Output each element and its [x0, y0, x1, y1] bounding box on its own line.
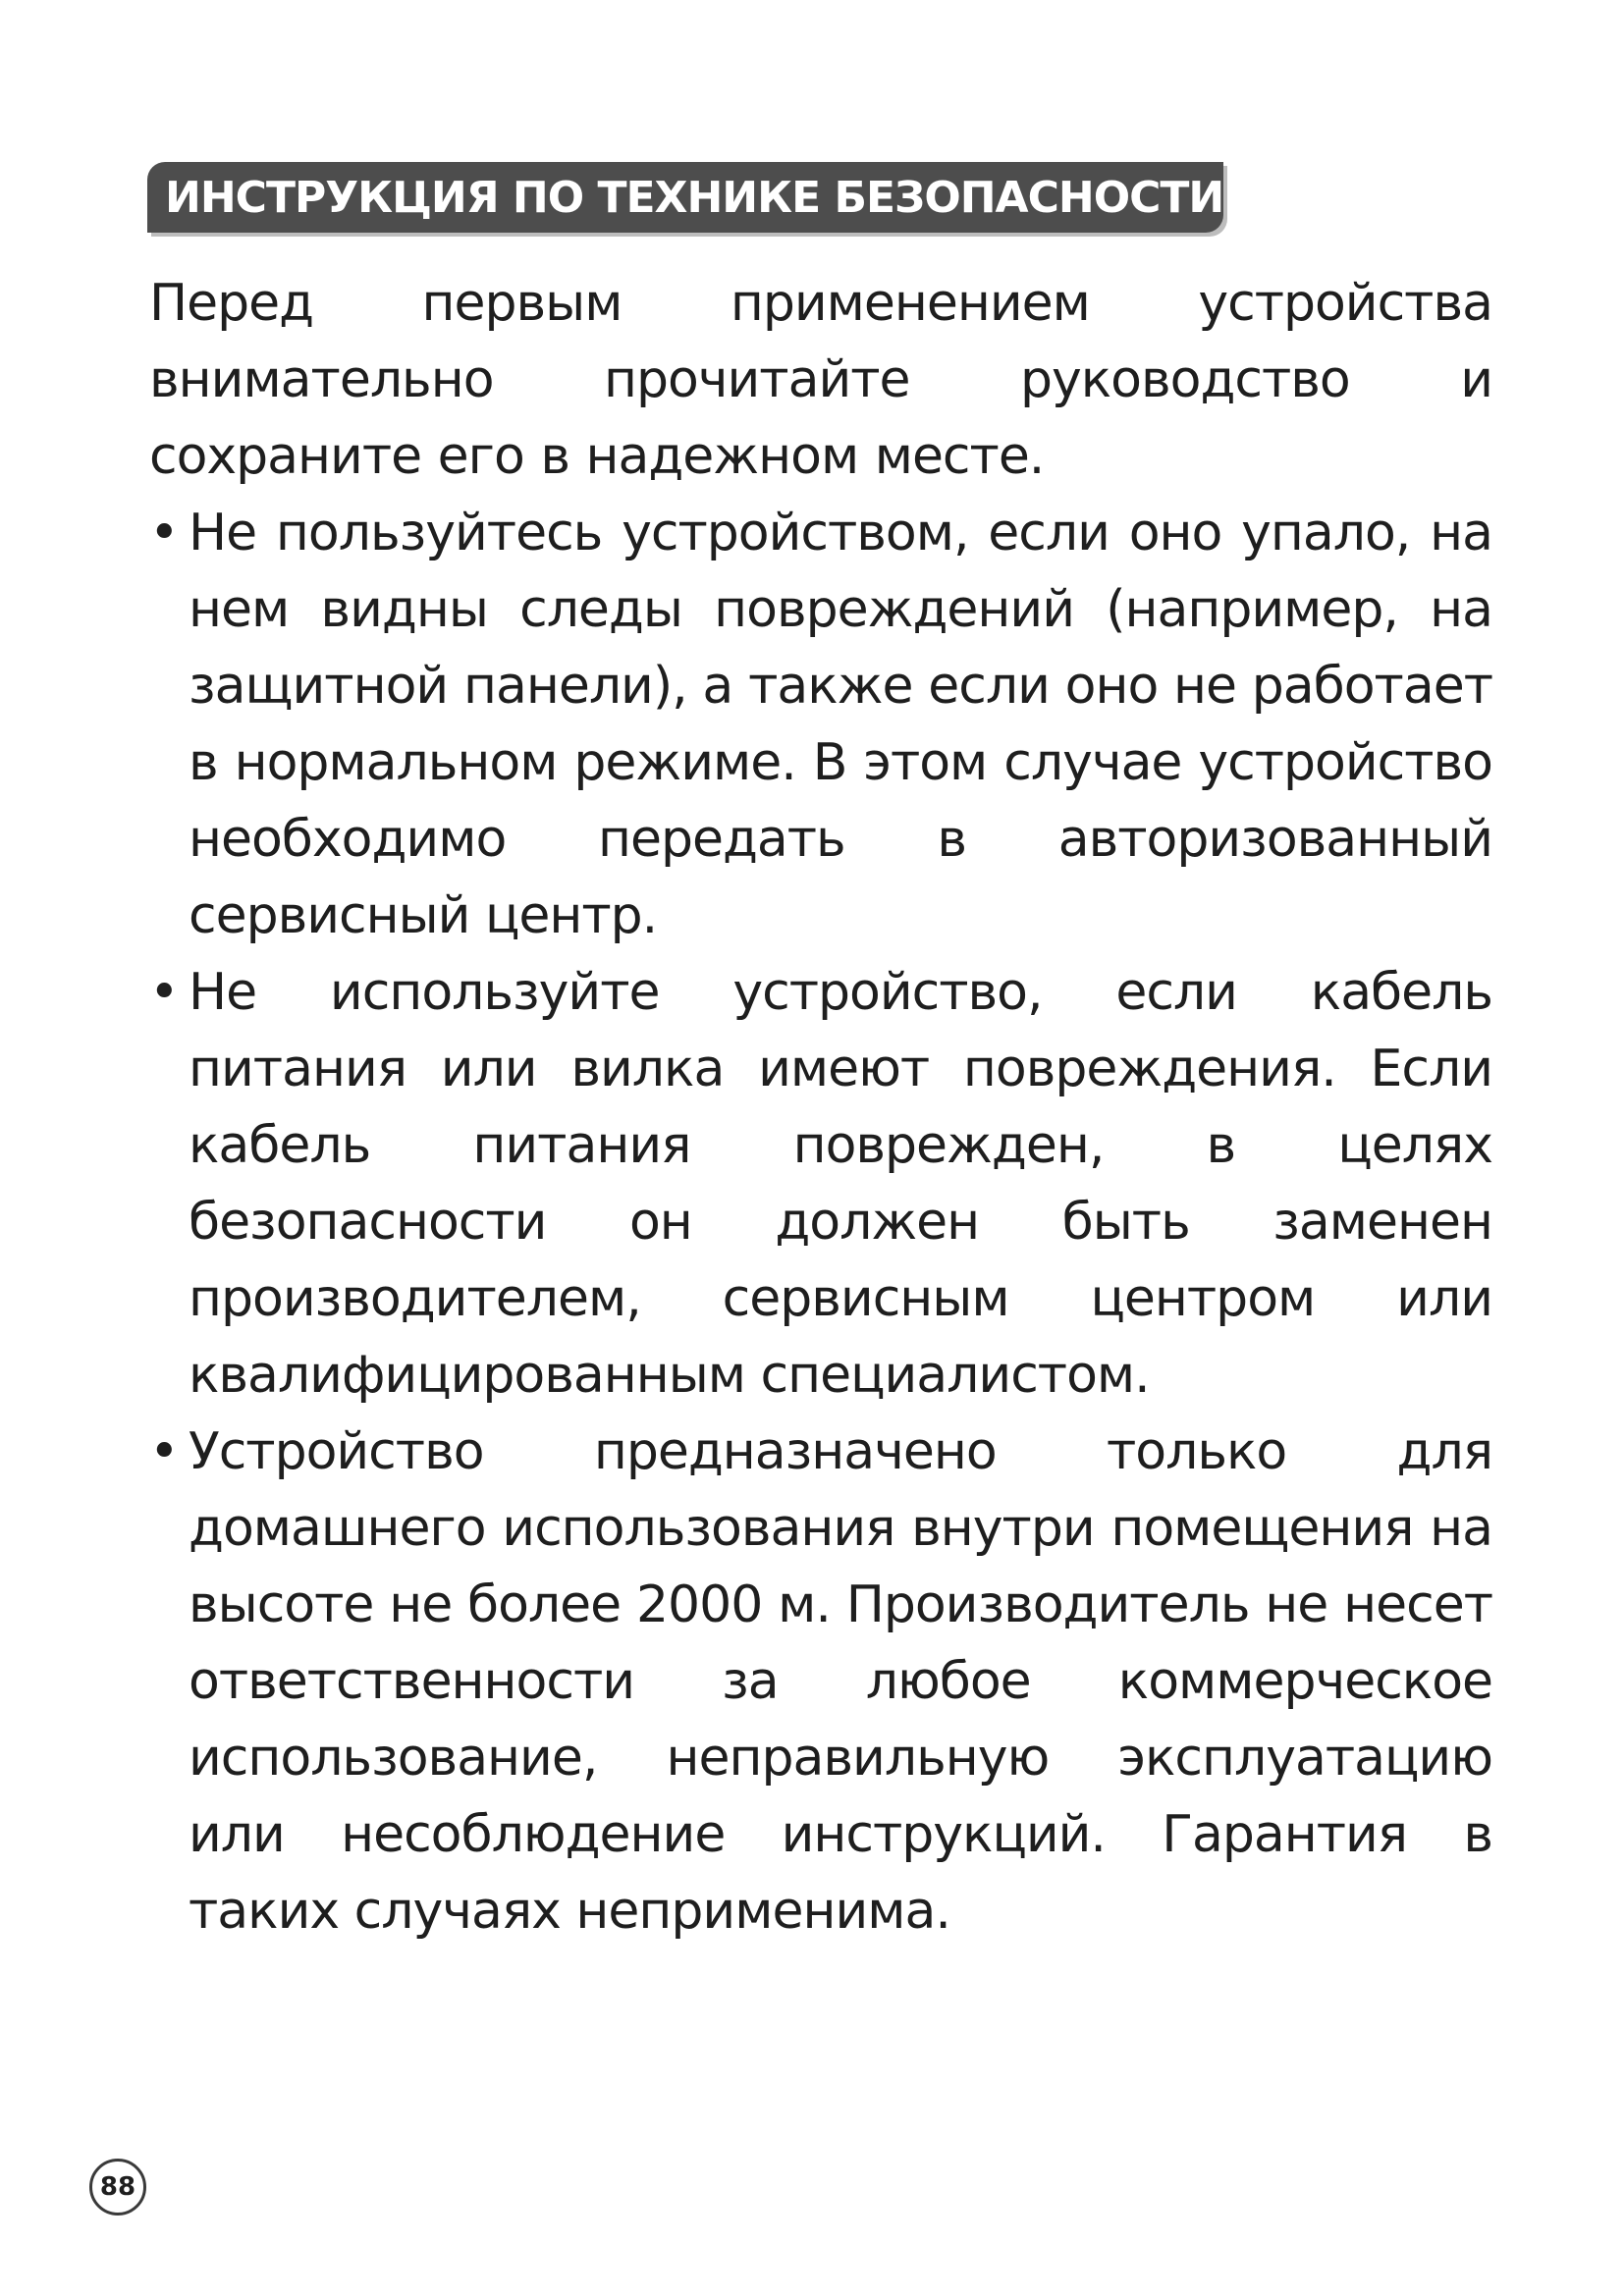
section-title: ИНСТРУКЦИЯ ПО ТЕХНИКЕ БЕЗОПАСНОСТИ	[165, 172, 1224, 223]
section-header	[147, 162, 1223, 233]
list-item-text: Не используйте устройство, если кабель питания или вилка имеют повреждения. Если кабель питания поврежден, в целях безопасности он должен быть заменен производителем, сервисным центром или квалифицированным специалистом.	[189, 963, 1492, 1405]
list-item	[149, 1414, 1492, 1949]
page-number-badge	[89, 2159, 146, 2216]
list-item	[149, 954, 1492, 1414]
list-item-text: Устройство предназначено только для домашнего использования внутри помещения на высоте не более 2000 м. Производитель не несет ответственности за любое коммерческое использование, неправильную эксплуатацию или несоблюдение инструкций. Гарантия в таких случаях неприменима.	[189, 1422, 1492, 1941]
intro-paragraph: Перед первым применением устройства внимательно прочитайте руководство и сохраните его в надежном месте.	[149, 274, 1492, 486]
list-item	[149, 495, 1492, 954]
bullet-icon: •	[149, 504, 179, 562]
safety-list	[149, 495, 1492, 1949]
list-item-text: Не пользуйтесь устройством, если оно упало, на нем видны следы повреждений (например, на защитной панели), а также если оно не работает в нормальном режиме. В этом случае устройство необходимо передать в авторизованный сервисный центр.	[189, 504, 1492, 945]
page-content	[149, 265, 1492, 1949]
page-number: 88	[99, 2172, 136, 2202]
bullet-icon: •	[149, 963, 179, 1022]
bullet-icon: •	[149, 1422, 179, 1481]
